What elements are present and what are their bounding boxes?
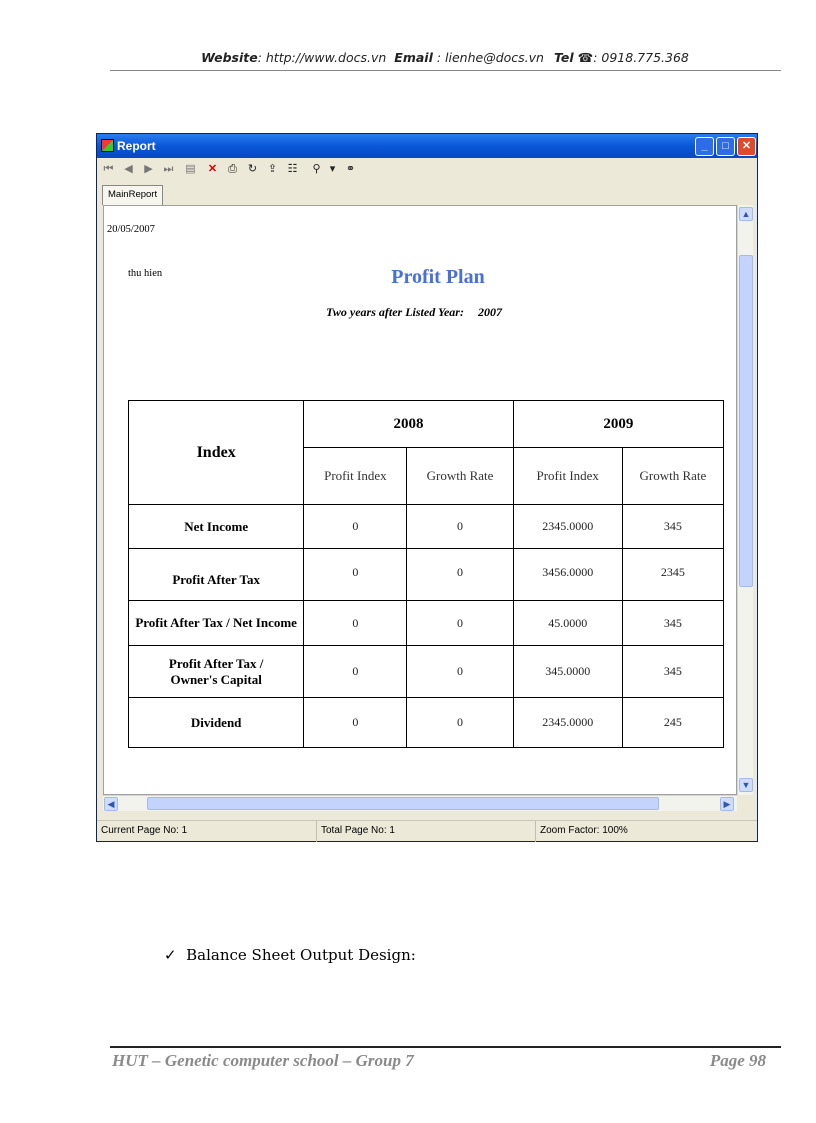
scroll-right-icon[interactable]: ▶	[720, 797, 734, 811]
email-label: Email	[394, 50, 433, 65]
horizontal-scroll-thumb[interactable]	[147, 797, 659, 810]
status-current-page: Current Page No: 1	[97, 821, 317, 842]
column-header: Profit Index	[304, 448, 407, 505]
index-header: Index	[129, 401, 304, 505]
minimize-button[interactable]: _	[695, 137, 714, 156]
column-header: Profit Index	[513, 448, 622, 505]
status-total-page: Total Page No: 1	[317, 821, 536, 842]
table-row	[129, 646, 724, 698]
table-row	[129, 549, 724, 601]
bullet-text: Balance Sheet Output Design:	[186, 946, 416, 964]
export-icon[interactable]: ⇪	[267, 163, 278, 175]
cell-value: 2345.0000	[513, 505, 622, 549]
check-icon: ✓	[164, 946, 177, 964]
cell-value: 0	[304, 549, 407, 601]
close-report-icon[interactable]: ✕	[207, 163, 218, 175]
vertical-scroll-thumb[interactable]	[739, 255, 753, 587]
website-label: Website	[201, 50, 258, 65]
column-header: Growth Rate	[407, 448, 513, 505]
cell-value: 345	[622, 505, 723, 549]
report-subtitle	[304, 305, 524, 320]
header-rule	[110, 70, 781, 71]
scroll-up-icon[interactable]: ▲	[739, 207, 753, 221]
window-titlebar[interactable]	[97, 134, 757, 158]
email-address: : lienhe@docs.vn	[436, 50, 544, 65]
row-name: Profit After Tax / Net Income	[129, 601, 304, 646]
horizontal-scrollbar[interactable]	[103, 795, 737, 811]
website-url: : http://www.docs.vn	[257, 50, 387, 65]
cell-value: 2345	[622, 549, 723, 601]
cell-value: 0	[304, 698, 407, 748]
maximize-button[interactable]: □	[716, 137, 735, 156]
profit-table	[128, 400, 724, 748]
goto-page-icon[interactable]: ▤	[185, 163, 196, 175]
report-user: thu hien	[128, 268, 163, 279]
section-bullet	[164, 946, 416, 964]
row-name: Profit After Tax	[129, 549, 304, 601]
phone-icon: ☎	[577, 50, 594, 65]
print-icon[interactable]: ⎙	[228, 163, 237, 175]
tel-label: Tel	[553, 50, 574, 65]
table-row	[129, 601, 724, 646]
status-bar	[97, 820, 757, 841]
cell-value: 0	[407, 698, 513, 748]
page-number: Page 98	[709, 1051, 766, 1070]
cell-value: 3456.0000	[513, 549, 622, 601]
subtitle-year: 2007	[477, 305, 502, 319]
row-name: Profit After Tax / Owner's Capital	[129, 646, 304, 698]
cell-value: 0	[304, 505, 407, 549]
last-page-icon[interactable]: ⏭	[163, 163, 174, 175]
tel-number: : 0918.775.368	[593, 50, 689, 65]
dropdown-icon[interactable]: ▾	[329, 163, 336, 175]
cell-value: 2345.0000	[513, 698, 622, 748]
footer-left: HUT – Genetic computer school – Group 7	[112, 1051, 414, 1070]
cell-value: 245	[622, 698, 723, 748]
refresh-icon[interactable]: ↻	[247, 163, 258, 175]
report-title: Profit Plan	[391, 266, 485, 288]
table-row	[129, 698, 724, 748]
report-date: 20/05/2007	[107, 224, 155, 235]
cell-value: 45.0000	[513, 601, 622, 646]
cell-value: 345.0000	[513, 646, 622, 698]
cell-value: 0	[304, 646, 407, 698]
window-title: Report	[117, 139, 156, 153]
search-icon[interactable]: ⚭	[345, 163, 356, 175]
previous-page-icon[interactable]: ◀	[124, 163, 133, 175]
first-page-icon[interactable]: ⏮	[103, 163, 114, 175]
zoom-icon[interactable]: ⚲	[312, 163, 321, 175]
cell-value: 345	[622, 601, 723, 646]
report-window	[96, 133, 758, 842]
cell-value: 0	[407, 601, 513, 646]
cell-value: 0	[407, 549, 513, 601]
status-zoom: Zoom Factor: 100%	[540, 825, 628, 836]
next-page-icon[interactable]: ▶	[144, 163, 153, 175]
row-name: Dividend	[129, 698, 304, 748]
app-icon	[101, 139, 114, 152]
tab-main-report[interactable]: MainReport	[102, 185, 163, 205]
table-row	[129, 505, 724, 549]
row-name: Net Income	[129, 505, 304, 549]
close-button[interactable]: ✕	[737, 137, 756, 156]
footer-rule	[110, 1046, 781, 1048]
cell-value: 0	[407, 646, 513, 698]
report-canvas	[103, 205, 737, 795]
year-header: 2008	[304, 401, 513, 448]
vertical-scrollbar[interactable]	[737, 205, 753, 795]
cell-value: 0	[407, 505, 513, 549]
page-header	[110, 50, 780, 65]
year-header: 2009	[513, 401, 723, 448]
group-tree-icon[interactable]: ☷	[287, 163, 298, 175]
column-header: Growth Rate	[622, 448, 723, 505]
report-toolbar	[97, 158, 757, 180]
scroll-left-icon[interactable]: ◀	[104, 797, 118, 811]
subtitle-text: Two years after Listed Year:	[326, 305, 464, 319]
cell-value: 0	[304, 601, 407, 646]
cell-value: 345	[622, 646, 723, 698]
scroll-down-icon[interactable]: ▼	[739, 778, 753, 792]
